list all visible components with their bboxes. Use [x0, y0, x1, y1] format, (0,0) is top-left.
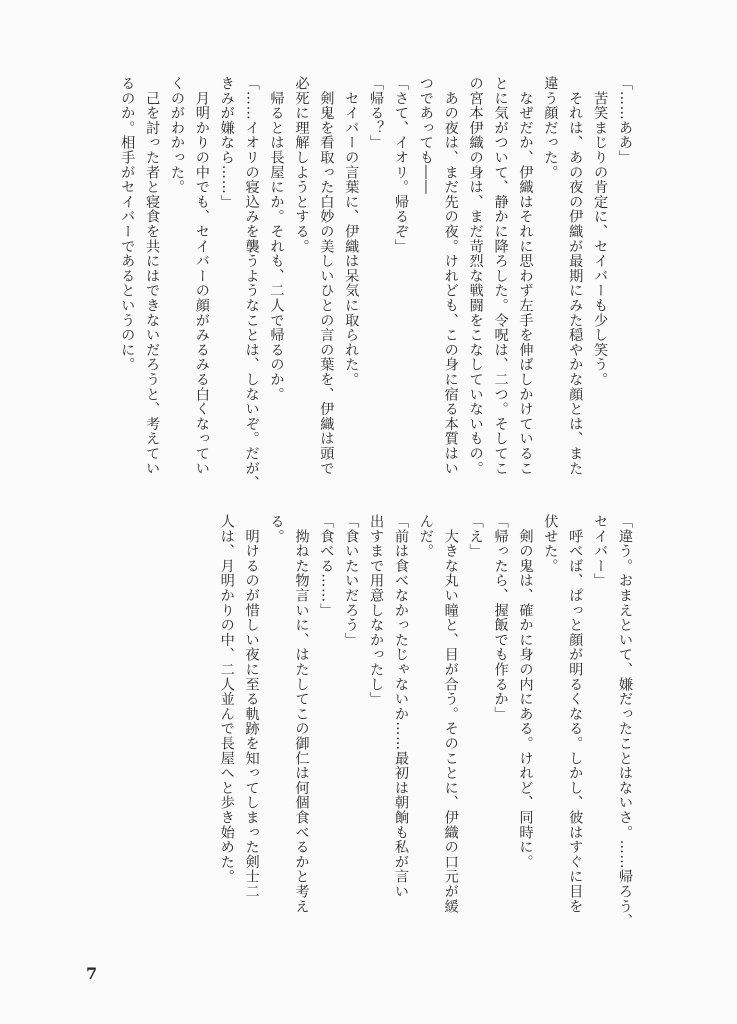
text-column: 「食べる……」	[318, 514, 335, 618]
page-number: 7	[86, 964, 98, 983]
text-column: きみが嫌なら……」	[218, 76, 235, 210]
text-column: る。	[268, 514, 285, 544]
text-column: あの夜は、まだ先の夜。けれども、この身に宿る本質はい	[442, 76, 459, 476]
text-column: 「……ああ」	[617, 76, 633, 165]
text-column: セイバー」	[592, 514, 609, 588]
text-column: 苦笑まじりの肯定に、セイバーも少し笑う。	[592, 76, 609, 387]
text-column: 「……イオリの寝込みを襲うようなことは、しないぞ。だが、	[243, 76, 260, 491]
text-column: 剣の鬼は、確かに身の内にある。けれど、同時に。	[517, 514, 534, 870]
text-column: それは、あの夜の伊織が最期にみた穏やかな顔とは、また	[567, 76, 584, 476]
text-column: 違う顔だった。	[542, 76, 559, 180]
text-column: 「さて、イオリ。帰るぞ」	[392, 76, 409, 254]
text-column: 明けるのが惜しい夜に至る軌跡を知ってしまった剣士二	[243, 514, 260, 899]
text-column: くのがわかった。	[168, 76, 185, 195]
text-column: とに気がついて、静かに降ろした。令呪は、二つ。そしてこ	[492, 76, 509, 476]
text-column: セイバーの言葉に、伊織は呆気に取られた。	[343, 76, 360, 387]
text-column: 月明かりの中でも、セイバーの顔がみるみる白くなってい	[193, 76, 210, 476]
text-column: 人は、月明かりの中、二人並んで長屋へと歩き始めた。	[218, 514, 235, 884]
text-column: 「食いたいだろう」	[343, 514, 360, 648]
lower-text-block	[218, 514, 633, 934]
text-column: 己を討った者と寝食を共にはできないだろうと、考えてい	[144, 76, 161, 476]
text-column: 「え」	[467, 514, 484, 559]
text-column: 大きな丸い瞳と、目が合う。そのことに、伊織の口元が緩	[442, 514, 459, 914]
text-column: 伏せた。	[542, 514, 559, 574]
text-column: 拗ねた物言いに、はたしてこの御仁は何個食べるかと考え	[293, 514, 310, 914]
text-column: 出すまで用意しなかったし」	[368, 514, 385, 707]
text-column: 「前は食べなかったじゃないか……最初は朝餉も私が言い	[392, 514, 409, 899]
text-column: 帰るとは長屋にか。それも、二人で帰るのか。	[268, 76, 285, 402]
text-column: 必死に理解しようとする。	[293, 76, 310, 254]
text-column: るのか。相手がセイバーであるというのに。	[119, 76, 136, 372]
upper-text-block	[118, 76, 633, 504]
text-column: なぜだか、伊織はそれに思わず左手を伸ばしかけているこ	[517, 76, 534, 476]
text-column: 「帰ったら、握飯でも作るか」	[492, 514, 509, 722]
text-column: んだ。	[417, 514, 434, 559]
text-column: 「違う。おまえといて、嫌だったことはないさ。……帰ろう、	[617, 514, 633, 929]
text-column: の宮本伊織の身は、まだ苛烈な戦闘をこなしていないもの。	[467, 76, 484, 476]
text-column: つであっても――	[417, 76, 434, 195]
text-column: 剣鬼を看取った白妙の美しいひとの言の葉を、伊織は頭で	[318, 76, 335, 476]
text-column: 呼べば、ぱっと顔が明るくなる。しかし、彼はすぐに目を	[567, 514, 584, 914]
text-column: 「帰る？」	[368, 76, 385, 150]
